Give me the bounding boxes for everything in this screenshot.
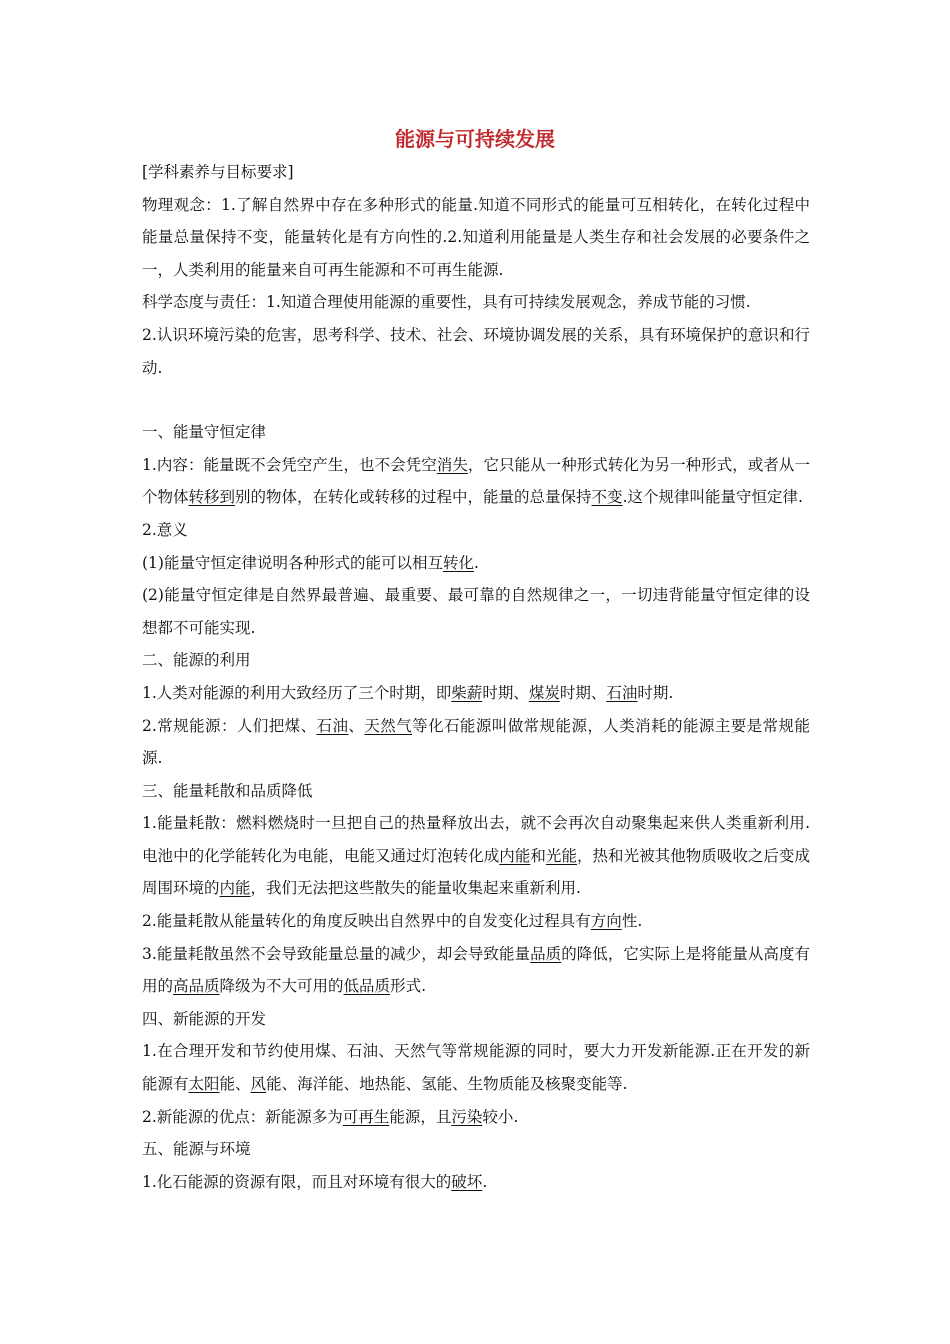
- paragraph: 1.人类对能源的利用大致经历了三个时期，即柴薪时期、煤炭时期、石油时期.: [142, 683, 674, 702]
- section-heading: 四、新能源的开发: [142, 1009, 267, 1028]
- blank-answer: 光能: [545, 846, 577, 865]
- blank-answer: 污染: [451, 1107, 483, 1126]
- blank-answer: 柴薪: [451, 683, 483, 702]
- paragraph: 2.新能源的优点：新能源多为可再生能源，且污染较小.: [142, 1107, 519, 1126]
- blank-answer: 破坏: [451, 1172, 483, 1191]
- paragraph: (1)能量守恒定律说明各种形式的能可以相互转化.: [142, 553, 479, 572]
- section-heading: 三、能量耗散和品质降低: [142, 781, 313, 800]
- blank-answer: 内能: [219, 879, 251, 898]
- blank-answer: 煤炭: [528, 683, 560, 702]
- paragraph: 1.能量耗散：燃料燃烧时一旦把自己的热量释放出去，就不会再次自动聚集起来供人类重新利用.电池中的化学能转化为电能，电能又通过灯泡转化成内能和光能，热和光被其他物质吸收之后变成周围环境的内能，我们无法把这些散失的能量收集起来重新利用.: [142, 814, 810, 898]
- blank-answer: 天然气: [364, 716, 413, 735]
- blank-answer: 低品质: [343, 977, 391, 996]
- goal-paragraph: 物理观念：1.了解自然界中存在多种形式的能量.知道不同形式的能量可互相转化，在转化过程中能量总量保持不变，能量转化是有方向性的.2.知道利用能量是人类生存和社会发展的必要条件之一，人类利用的能量来自可再生能源和不可再生能源.: [142, 195, 810, 279]
- document-body: [142, 156, 810, 1198]
- blank-answer: 太阳: [188, 1075, 220, 1094]
- paragraph: (2)能量守恒定律是自然界最普遍、最重要、最可靠的自然规律之一，一切违背能量守恒定律的设想都不可能实现.: [142, 586, 810, 637]
- paragraph: 2.意义: [142, 520, 188, 539]
- blank-answer: 高品质: [173, 977, 220, 996]
- section-heading: 二、能源的利用: [142, 651, 251, 670]
- blank-answer: 品质: [530, 944, 562, 963]
- blank-answer: 风: [250, 1075, 267, 1094]
- paragraph: 1.在合理开发和节约使用煤、石油、天然气等常规能源的同时，要大力开发新能源.正在开发的新能源有太阳能、风能、海洋能、地热能、氢能、生物质能及核聚变能等.: [142, 1042, 810, 1094]
- goal-paragraph: 科学态度与责任：1.知道合理使用能源的重要性，具有可持续发展观念，养成节能的习惯.: [142, 293, 751, 312]
- blank-answer: 转化: [442, 553, 474, 572]
- paragraph: 1.内容：能量既不会凭空产生，也不会凭空消失，它只能从一种形式转化为另一种形式，或者从一个物体转移到别的物体，在转化或转移的过程中，能量的总量保持不变.这个规律叫能量守恒定律.: [142, 455, 810, 507]
- blank-answer: 石油: [606, 683, 638, 702]
- blank-answer: 内能: [499, 846, 531, 865]
- blank-answer: 可再生: [342, 1107, 390, 1126]
- paragraph: 1.化石能源的资源有限，而且对环境有很大的破坏.: [142, 1172, 488, 1191]
- blank-answer: 消失: [436, 455, 468, 474]
- paragraph: 2.常规能源：人们把煤、石油、天然气等化石能源叫做常规能源，人类消耗的能源主要是常规能源.: [142, 716, 810, 768]
- blank-answer: 转移到: [188, 488, 236, 507]
- page-title: 能源与可持续发展: [395, 127, 555, 151]
- section-heading: 五、能源与环境: [142, 1140, 251, 1159]
- goal-paragraph: 2.认识环境污染的危害，思考科学、技术、社会、环境协调发展的关系，具有环境保护的意识和行动.: [142, 325, 810, 377]
- paragraph: 2.能量耗散从能量转化的角度反映出自然界中的自发变化过程具有方向性.: [142, 912, 643, 931]
- blank-answer: 石油: [316, 716, 349, 735]
- goals-header: [学科素养与目标要求]: [142, 163, 294, 181]
- blank-answer: 不变: [591, 488, 623, 507]
- section-heading: 一、能量守恒定律: [142, 423, 267, 442]
- blank-answer: 方向: [590, 912, 622, 931]
- paragraph: 3.能量耗散虽然不会导致能量总量的减少，却会导致能量品质的降低，它实际上是将能量从高度有用的高品质降级为不大可用的低品质形式.: [142, 944, 810, 996]
